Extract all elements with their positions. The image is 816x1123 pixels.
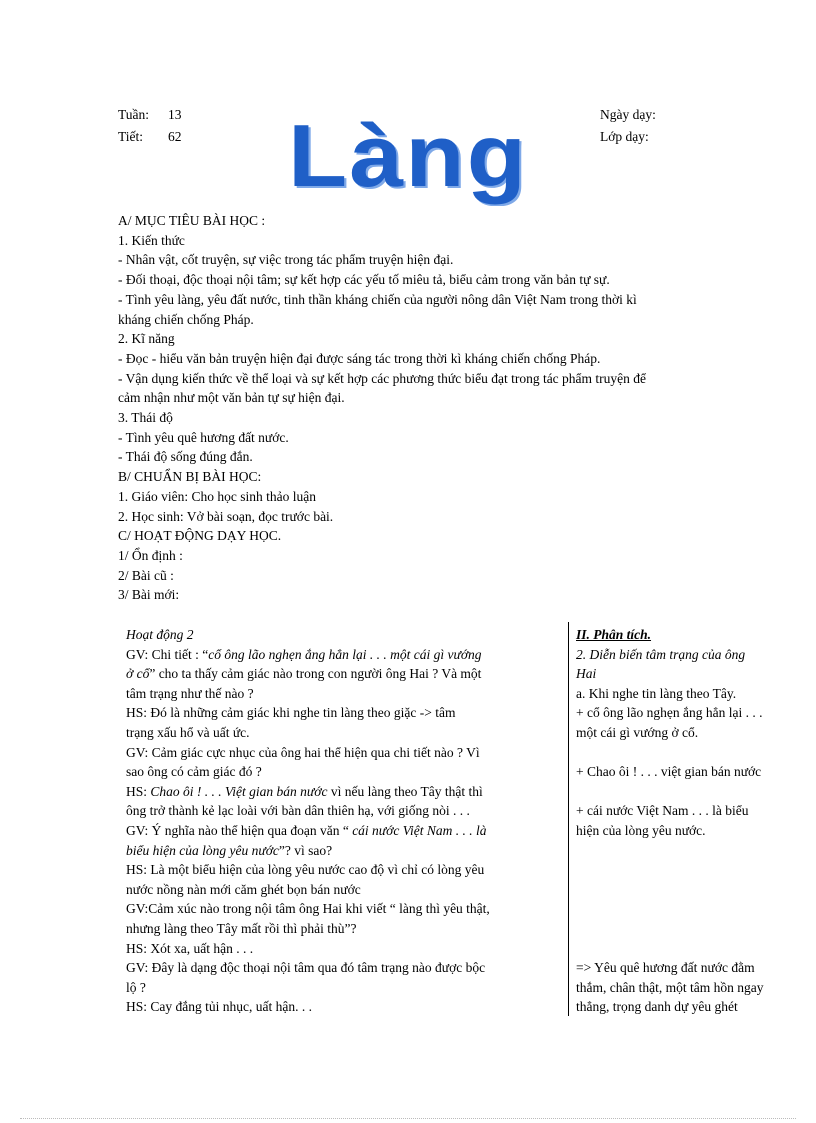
knowledge-heading: 1. Kiến thức bbox=[118, 232, 185, 248]
skills-item: - Vận dụng kiến thức về thể loại và sự kết hợp các phương thức biểu đạt trong tác phẩm truyện để bbox=[118, 370, 647, 386]
knowledge-item: - Tình yêu làng, yêu đất nước, tinh thần kháng chiến của người nông dân Việt Nam trong thời kì bbox=[118, 291, 637, 307]
heading-objectives: A/ MỤC TIÊU BÀI HỌC : bbox=[118, 213, 266, 228]
activity-line: HS: Cay đắng tủi nhục, uất hận. . . bbox=[126, 999, 312, 1015]
analysis-heading: II. Phân tích. bbox=[576, 627, 652, 642]
column-divider bbox=[568, 622, 569, 1016]
analysis-line: + Chao ôi ! . . . việt gian bán nước bbox=[576, 764, 762, 780]
attitude-item: - Tình yêu quê hương đất nước. bbox=[118, 429, 289, 445]
activity-line: nước nồng nàn mới căm ghét bọn bán nước bbox=[126, 881, 361, 897]
analysis-spacer bbox=[576, 782, 806, 802]
page-footer-line bbox=[20, 1118, 796, 1119]
week-value: 13 bbox=[168, 107, 182, 122]
activity-line: GV:Cảm xúc nào trong nội tâm ông Hai khi viết “ làng thì yêu thật, bbox=[126, 901, 490, 917]
skills-heading: 2. Kĩ năng bbox=[118, 331, 175, 347]
step-old-lesson: 2/ Bài cũ : bbox=[118, 567, 174, 583]
analysis-line: + cổ ông lão nghẹn ắng hẳn lại . . . bbox=[576, 705, 763, 721]
activity-line: lộ ? bbox=[126, 979, 146, 995]
analysis-spacer bbox=[576, 919, 806, 939]
activity-line: HS: Chao ôi ! . . . Việt gian bán nước vì nếu làng theo Tây thật thì bbox=[126, 783, 483, 799]
activity-line: HS: Là một biểu hiện của lòng yêu nước cao độ vì chỉ có lòng yêu bbox=[126, 862, 485, 878]
activity-line: GV: Cảm giác cực nhục của ông hai thể hiện qua chi tiết nào ? Vì bbox=[126, 744, 480, 760]
knowledge-item: - Nhân vật, cốt truyện, sự việc trong tác phẩm truyện hiện đại. bbox=[118, 252, 454, 268]
analysis-column bbox=[576, 625, 806, 1017]
activity-line: trạng xấu hổ và uất ức. bbox=[126, 724, 250, 740]
knowledge-item-cont: kháng chiến chống Pháp. bbox=[118, 311, 254, 327]
activity-line: sao ông có cảm giác đó ? bbox=[126, 764, 262, 780]
activity-line: GV: Ý nghĩa nào thể hiện qua đoạn văn “ cái nước Việt Nam . . . là bbox=[126, 822, 487, 838]
activity-line: nhưng làng theo Tây mất rồi thì phải thù”? bbox=[126, 920, 357, 936]
activity-line: ông trở thành kẻ lạc loài với bàn dân thiên hạ, với giống nòi . . . bbox=[126, 803, 470, 819]
analysis-line: thắm, chân thật, một tâm hồn ngay bbox=[576, 979, 764, 995]
week-label: Tuần: bbox=[118, 107, 150, 122]
analysis-subheading-cont: Hai bbox=[576, 666, 597, 682]
analysis-spacer bbox=[576, 880, 806, 900]
activity-line: biểu hiện của lòng yêu nước”? vì sao? bbox=[126, 842, 333, 858]
step-stabilize: 1/ Ổn định : bbox=[118, 547, 183, 563]
teaching-date: Ngày dạy: bbox=[600, 107, 656, 122]
activity-line: HS: Xót xa, uất hận . . . bbox=[126, 940, 254, 956]
period-label: Tiết: bbox=[118, 129, 144, 144]
skills-item-cont: cảm nhận như một văn bản tự sự hiện đại. bbox=[118, 390, 345, 406]
step-new-lesson: 3/ Bài mới: bbox=[118, 587, 180, 603]
analysis-line: một cái gì vướng ở cổ. bbox=[576, 724, 699, 740]
activity-column bbox=[126, 625, 562, 1017]
objectives-section bbox=[118, 211, 778, 605]
lesson-title: Làng bbox=[288, 106, 529, 205]
student-prep: 2. Học sinh: Vở bài soạn, đọc trước bài. bbox=[118, 508, 334, 524]
activity-line: GV: Chi tiết : “cổ ông lão nghẹn ắng hẳn lại . . . một cái gì vướng bbox=[126, 646, 482, 662]
analysis-line: hiện của lòng yêu nước. bbox=[576, 822, 706, 838]
analysis-subheading: 2. Diễn biến tâm trạng của ông bbox=[576, 646, 746, 662]
analysis-spacer bbox=[576, 899, 806, 919]
analysis-line: thẳng, trọng danh dự yêu ghét bbox=[576, 999, 738, 1015]
analysis-spacer bbox=[576, 743, 806, 763]
activity-line: HS: Đó là những cảm giác khi nghe tin làng theo giặc -> tâm bbox=[126, 705, 456, 721]
heading-preparation: B/ CHUẨN BỊ BÀI HỌC: bbox=[118, 469, 262, 485]
attitude-item: - Thái độ sống đúng đắn. bbox=[118, 449, 253, 465]
heading-activities: C/ HOẠT ĐỘNG DẠY HỌC. bbox=[118, 528, 282, 544]
analysis-line: + cái nước Việt Nam . . . là biểu bbox=[576, 803, 749, 819]
activity-line: GV: Đây là dạng độc thoại nội tâm qua đó tâm trạng nào được bộc bbox=[126, 960, 486, 976]
skills-item: - Đọc - hiểu văn bản truyện hiện đại được sáng tác trong thời kì kháng chiến chống Pháp. bbox=[118, 350, 601, 366]
activity-line: tâm trạng như thế nào ? bbox=[126, 685, 254, 701]
analysis-spacer bbox=[576, 841, 806, 861]
activity-line: ở cổ” cho ta thấy cảm giác nào trong con người ông Hai ? Và một bbox=[126, 666, 482, 682]
activity-heading: Hoạt động 2 bbox=[126, 627, 194, 642]
teaching-class: Lớp dạy: bbox=[600, 129, 649, 144]
attitude-heading: 3. Thái độ bbox=[118, 410, 173, 426]
teacher-prep: 1. Giáo viên: Cho học sinh thảo luận bbox=[118, 488, 316, 504]
analysis-line: => Yêu quê hương đất nước đằm bbox=[576, 960, 755, 976]
period-value: 62 bbox=[168, 129, 182, 144]
analysis-line: a. Khi nghe tin làng theo Tây. bbox=[576, 685, 737, 701]
analysis-spacer bbox=[576, 860, 806, 880]
analysis-spacer bbox=[576, 939, 806, 959]
knowledge-item: - Đối thoại, độc thoại nội tâm; sự kết hợp các yếu tố miêu tả, biểu cảm trong văn bản tự sự. bbox=[118, 272, 610, 288]
